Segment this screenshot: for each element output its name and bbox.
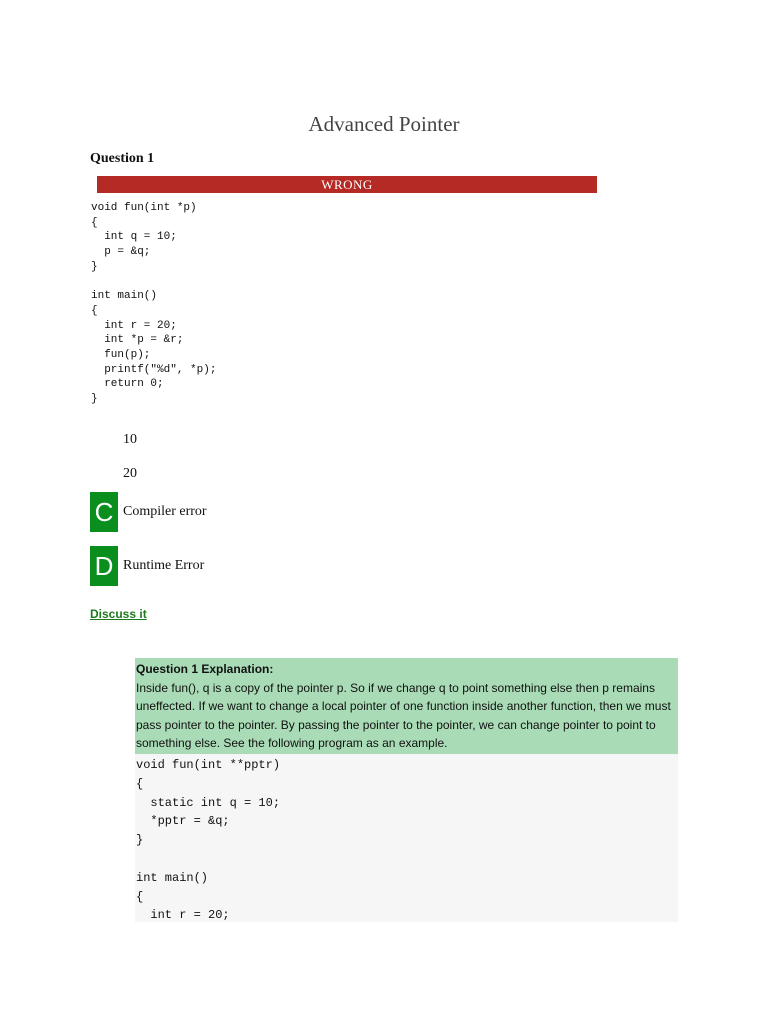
explanation-box <box>135 658 678 922</box>
option-c-text: Compiler error <box>123 504 207 519</box>
option-d-text: Runtime Error <box>123 558 205 573</box>
result-banner-wrong: WRONG <box>97 176 597 193</box>
option-d-badge: D <box>90 546 118 586</box>
page-title: Advanced Pointer <box>308 112 460 136</box>
question-code: void fun(int *p) { int q = 10; p = &q; } int main() { int r = 20; int *p = &r; fun(p); printf("%d", *p); return 0; } <box>91 202 217 406</box>
option-d[interactable] <box>90 546 390 586</box>
option-a-text: 10 <box>123 432 137 447</box>
option-b[interactable] <box>90 454 390 494</box>
explanation-text: Inside fun(), q is a copy of the pointer p. So if we change q to point something else then p remains uneffected. If we want to change a local pointer of one function inside another function, then we must pass pointer to the pointer. By passing the pointer to the pointer, we can change pointer to point to something else. See the following program as an example. <box>136 680 671 751</box>
discuss-link[interactable]: Discuss it <box>90 607 147 621</box>
explanation-title: Question 1 Explanation: <box>136 662 274 676</box>
option-c[interactable] <box>90 492 390 532</box>
question-label: Question 1 <box>90 151 155 166</box>
explanation-code: void fun(int **pptr) { static int q = 10; *pptr = &q; } int main() { int r = 20; <box>135 754 678 922</box>
option-c-badge: C <box>90 492 118 532</box>
option-b-text: 20 <box>123 466 137 481</box>
explanation-header <box>135 658 678 754</box>
